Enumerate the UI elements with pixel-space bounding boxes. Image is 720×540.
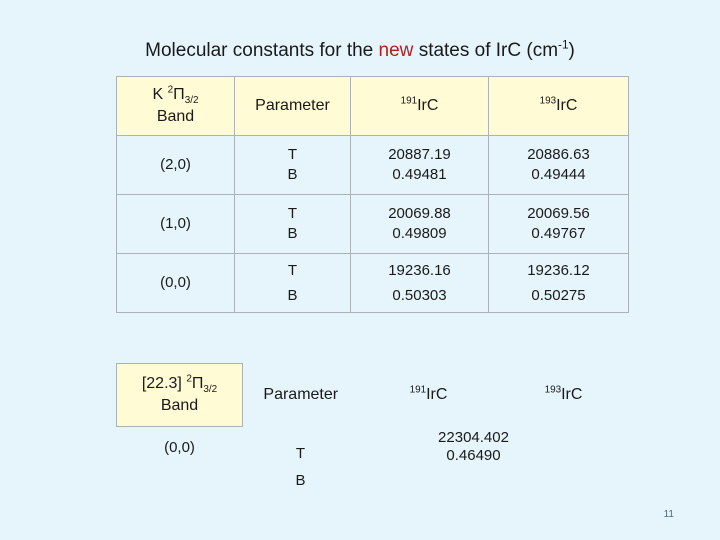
value-t: 19236.12 (527, 261, 590, 279)
iso191-cell (351, 136, 489, 195)
iso193-cell (489, 136, 629, 195)
parameter-cell (235, 254, 351, 313)
iso193-header (489, 77, 629, 136)
band-header-sup: 2 (186, 373, 192, 385)
title-suffix: states of IrC (cm (418, 40, 559, 61)
page-number: 11 (663, 509, 674, 520)
value-t: 20069.56 (527, 204, 590, 222)
value-b: 0.50275 (531, 287, 586, 304)
title-unit-sup: -1 (558, 38, 569, 52)
table-row (117, 195, 629, 254)
band-header-prefix: [22.3] (141, 374, 187, 392)
value-b: 0.49809 (392, 225, 447, 242)
iso191-cell (351, 254, 489, 313)
iso193-mass: 193 (544, 384, 562, 396)
parameter-header: Parameter (235, 77, 351, 136)
title-prefix: Molecular constants for the (145, 40, 374, 61)
iso191-cell (351, 195, 489, 254)
band-header-suffix: Band (160, 397, 199, 414)
iso191-header (351, 77, 489, 136)
param-b: B (287, 166, 298, 183)
iso191-mass: 191 (400, 95, 418, 107)
value-b: 0.50303 (392, 287, 447, 304)
band-header-sub: 3/2 (184, 95, 199, 107)
param-t: T (295, 444, 306, 462)
iso193-cell (489, 254, 629, 313)
value-b: 0.49444 (531, 166, 586, 183)
value-t: 22304.402 (438, 428, 509, 446)
title-accent: new (378, 40, 414, 61)
value-t: 20886.63 (527, 145, 590, 163)
iso191-header (359, 364, 499, 427)
param-t: T (287, 145, 298, 163)
iso193-label: IrC (561, 385, 583, 403)
param-t: T (287, 261, 298, 279)
iso191-label: IrC (417, 97, 439, 115)
band-header-sup: 2 (167, 85, 174, 97)
parameter-header: Parameter (263, 385, 339, 403)
band-header-symbol: Π (191, 374, 204, 392)
parameter-cell (243, 427, 359, 508)
parameter-cell (235, 136, 351, 195)
band-header (117, 364, 243, 427)
table-row (117, 254, 629, 313)
title-close: ) (568, 40, 575, 61)
band-header-suffix: Band (156, 108, 195, 125)
value-t: 20069.88 (388, 204, 451, 222)
value-t: 20887.19 (388, 145, 451, 163)
band-cell: (2,0) (117, 136, 235, 195)
param-b: B (287, 287, 298, 304)
slide-title (0, 40, 720, 62)
band-cell: (0,0) (164, 439, 195, 456)
table-header-row (117, 77, 629, 136)
table-row (117, 427, 629, 508)
iso191-label: IrC (426, 385, 448, 403)
parameter-cell (235, 195, 351, 254)
k-state-constants-table (116, 76, 629, 313)
iso193-header (499, 364, 629, 427)
band-cell: (0,0) (117, 254, 235, 313)
table-header-row (117, 364, 629, 427)
iso193-label: IrC (556, 97, 578, 115)
value-b: 0.49481 (392, 166, 447, 183)
iso191-mass: 191 (409, 384, 427, 396)
band-header-sub: 3/2 (203, 383, 218, 395)
band-cell: (1,0) (117, 195, 235, 254)
band-22-3-constants-table (116, 363, 629, 507)
band-header-prefix: K (152, 86, 168, 104)
param-b: B (287, 225, 298, 242)
band-header (117, 77, 235, 136)
combined-value-cell (359, 427, 629, 508)
value-b: 0.49767 (531, 225, 586, 242)
table-row (117, 136, 629, 195)
iso193-mass: 193 (539, 95, 557, 107)
iso193-cell (489, 195, 629, 254)
param-t: T (287, 204, 298, 222)
param-b: B (295, 471, 306, 489)
value-b: 0.46490 (446, 446, 501, 464)
band-header-symbol: Π (173, 86, 185, 104)
value-t: 19236.16 (388, 261, 451, 279)
